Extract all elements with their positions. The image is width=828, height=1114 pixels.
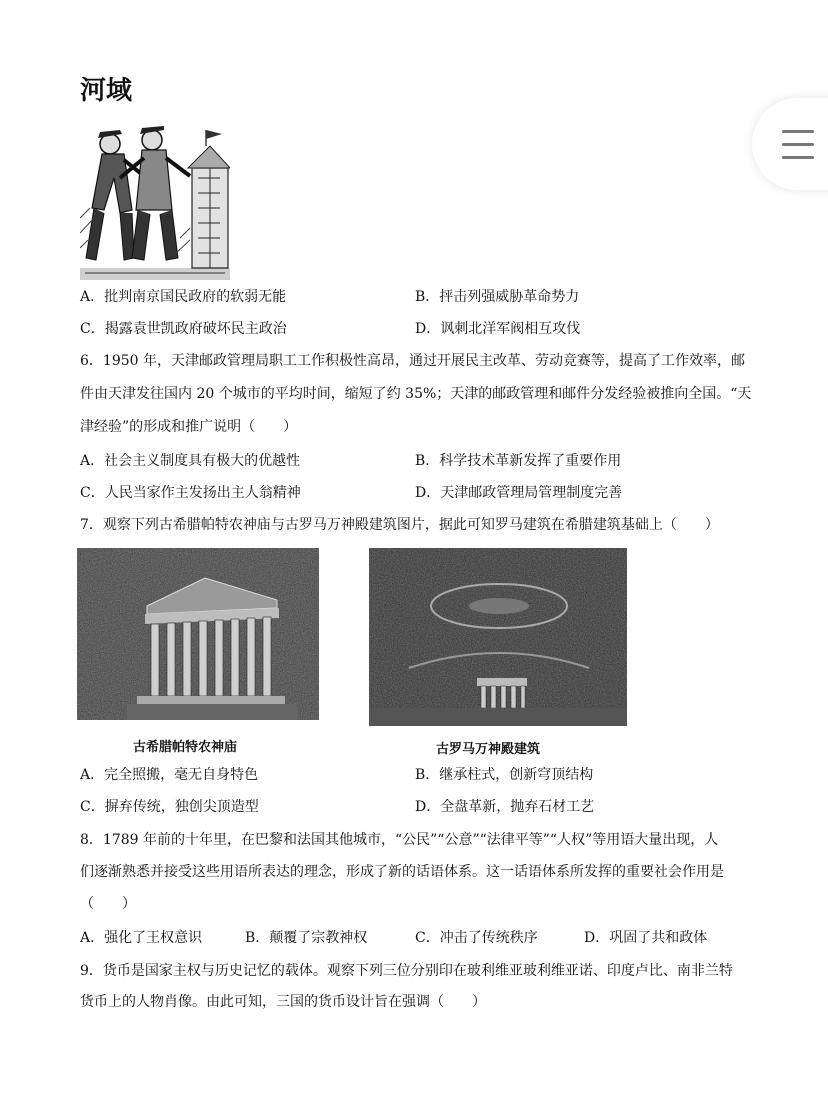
q8-stem-line-3: （ ） [80,896,136,912]
q7-stem: 7．观察下列古希腊帕特农神庙与古罗马万神殿建筑图片，据此可知罗马建筑在希腊建筑基础上（ ） [80,517,719,533]
q8-option-b[interactable]: B．颠覆了宗教神权 [245,930,368,946]
q5-option-a[interactable]: A．批判南京国民政府的软弱无能 [80,289,287,305]
q5-option-b[interactable]: B．抨击列强威胁革命势力 [415,289,580,305]
q7-option-c[interactable]: C．摒弃传统，独创尖顶造型 [80,799,259,815]
parthenon-caption: 古希腊帕特农神庙 [133,740,238,755]
q8-option-c[interactable]: C．冲击了传统秩序 [415,930,538,946]
q8-option-a[interactable]: A．强化了王权意识 [80,930,203,946]
q5-option-c[interactable]: C．揭露袁世凯政府破坏民主政治 [80,321,287,337]
q9-stem-line-1: 9．货币是国家主权与历史记忆的载体。观察下列三位分别印在玻利维亚玻利维亚诺、印度卢比、南非兰特 [80,963,733,979]
q8-stem-line-1: 8．1789 年前的十年里，在巴黎和法国其他城市，“公民”“公意”“法律平等”“人权”等用语大量出现，人 [80,832,719,848]
q6-stem-line-3: 津经验”的形成和推广说明（ ） [80,419,298,435]
pantheon-caption: 古罗马万神殿建筑 [436,742,541,757]
q8-stem-line-2: 们逐渐熟悉并接受这些用语所表达的理念，形成了新的话语体系。这一话语体系所发挥的重要社会作用是 [80,864,724,880]
q8-option-d[interactable]: D．巩固了共和政体 [584,930,708,946]
menu-button[interactable] [752,98,828,190]
q6-option-c[interactable]: C．人民当家作主发扬出主人翁精神 [80,485,301,501]
q9-stem-line-2: 货币上的人物肖像。由此可知，三国的货币设计旨在强调（ ） [80,994,486,1010]
q7-option-b[interactable]: B．继承柱式，创新穹顶结构 [415,767,594,783]
parthenon-photo [77,548,319,720]
q6-option-a[interactable]: A．社会主义制度具有极大的优越性 [80,453,301,469]
cartoon-illustration [80,118,230,280]
q6-stem-line-1: 6．1950 年，天津邮政管理局职工工作积极性高昂，通过开展民主改革、劳动竞赛等，提高了工作效率，邮 [80,353,745,369]
q7-option-d[interactable]: D．全盘革新，抛弃石材工艺 [415,799,595,815]
pantheon-photo [369,548,627,726]
q5-option-d[interactable]: D．讽刺北洋军阀相互攻伐 [415,321,581,337]
q6-stem-line-2: 件由天津发往国内 20 个城市的平均时间，缩短了约 35%；天津的邮政管理和邮件分发经验被推向全国。“天 [80,386,752,402]
q6-option-d[interactable]: D．天津邮政管理局管理制度完善 [415,485,623,501]
q6-option-b[interactable]: B．科学技术革新发挥了重要作用 [415,453,622,469]
q7-option-a[interactable]: A．完全照搬，毫无自身特色 [80,767,259,783]
page-title: 河域 [80,76,133,106]
